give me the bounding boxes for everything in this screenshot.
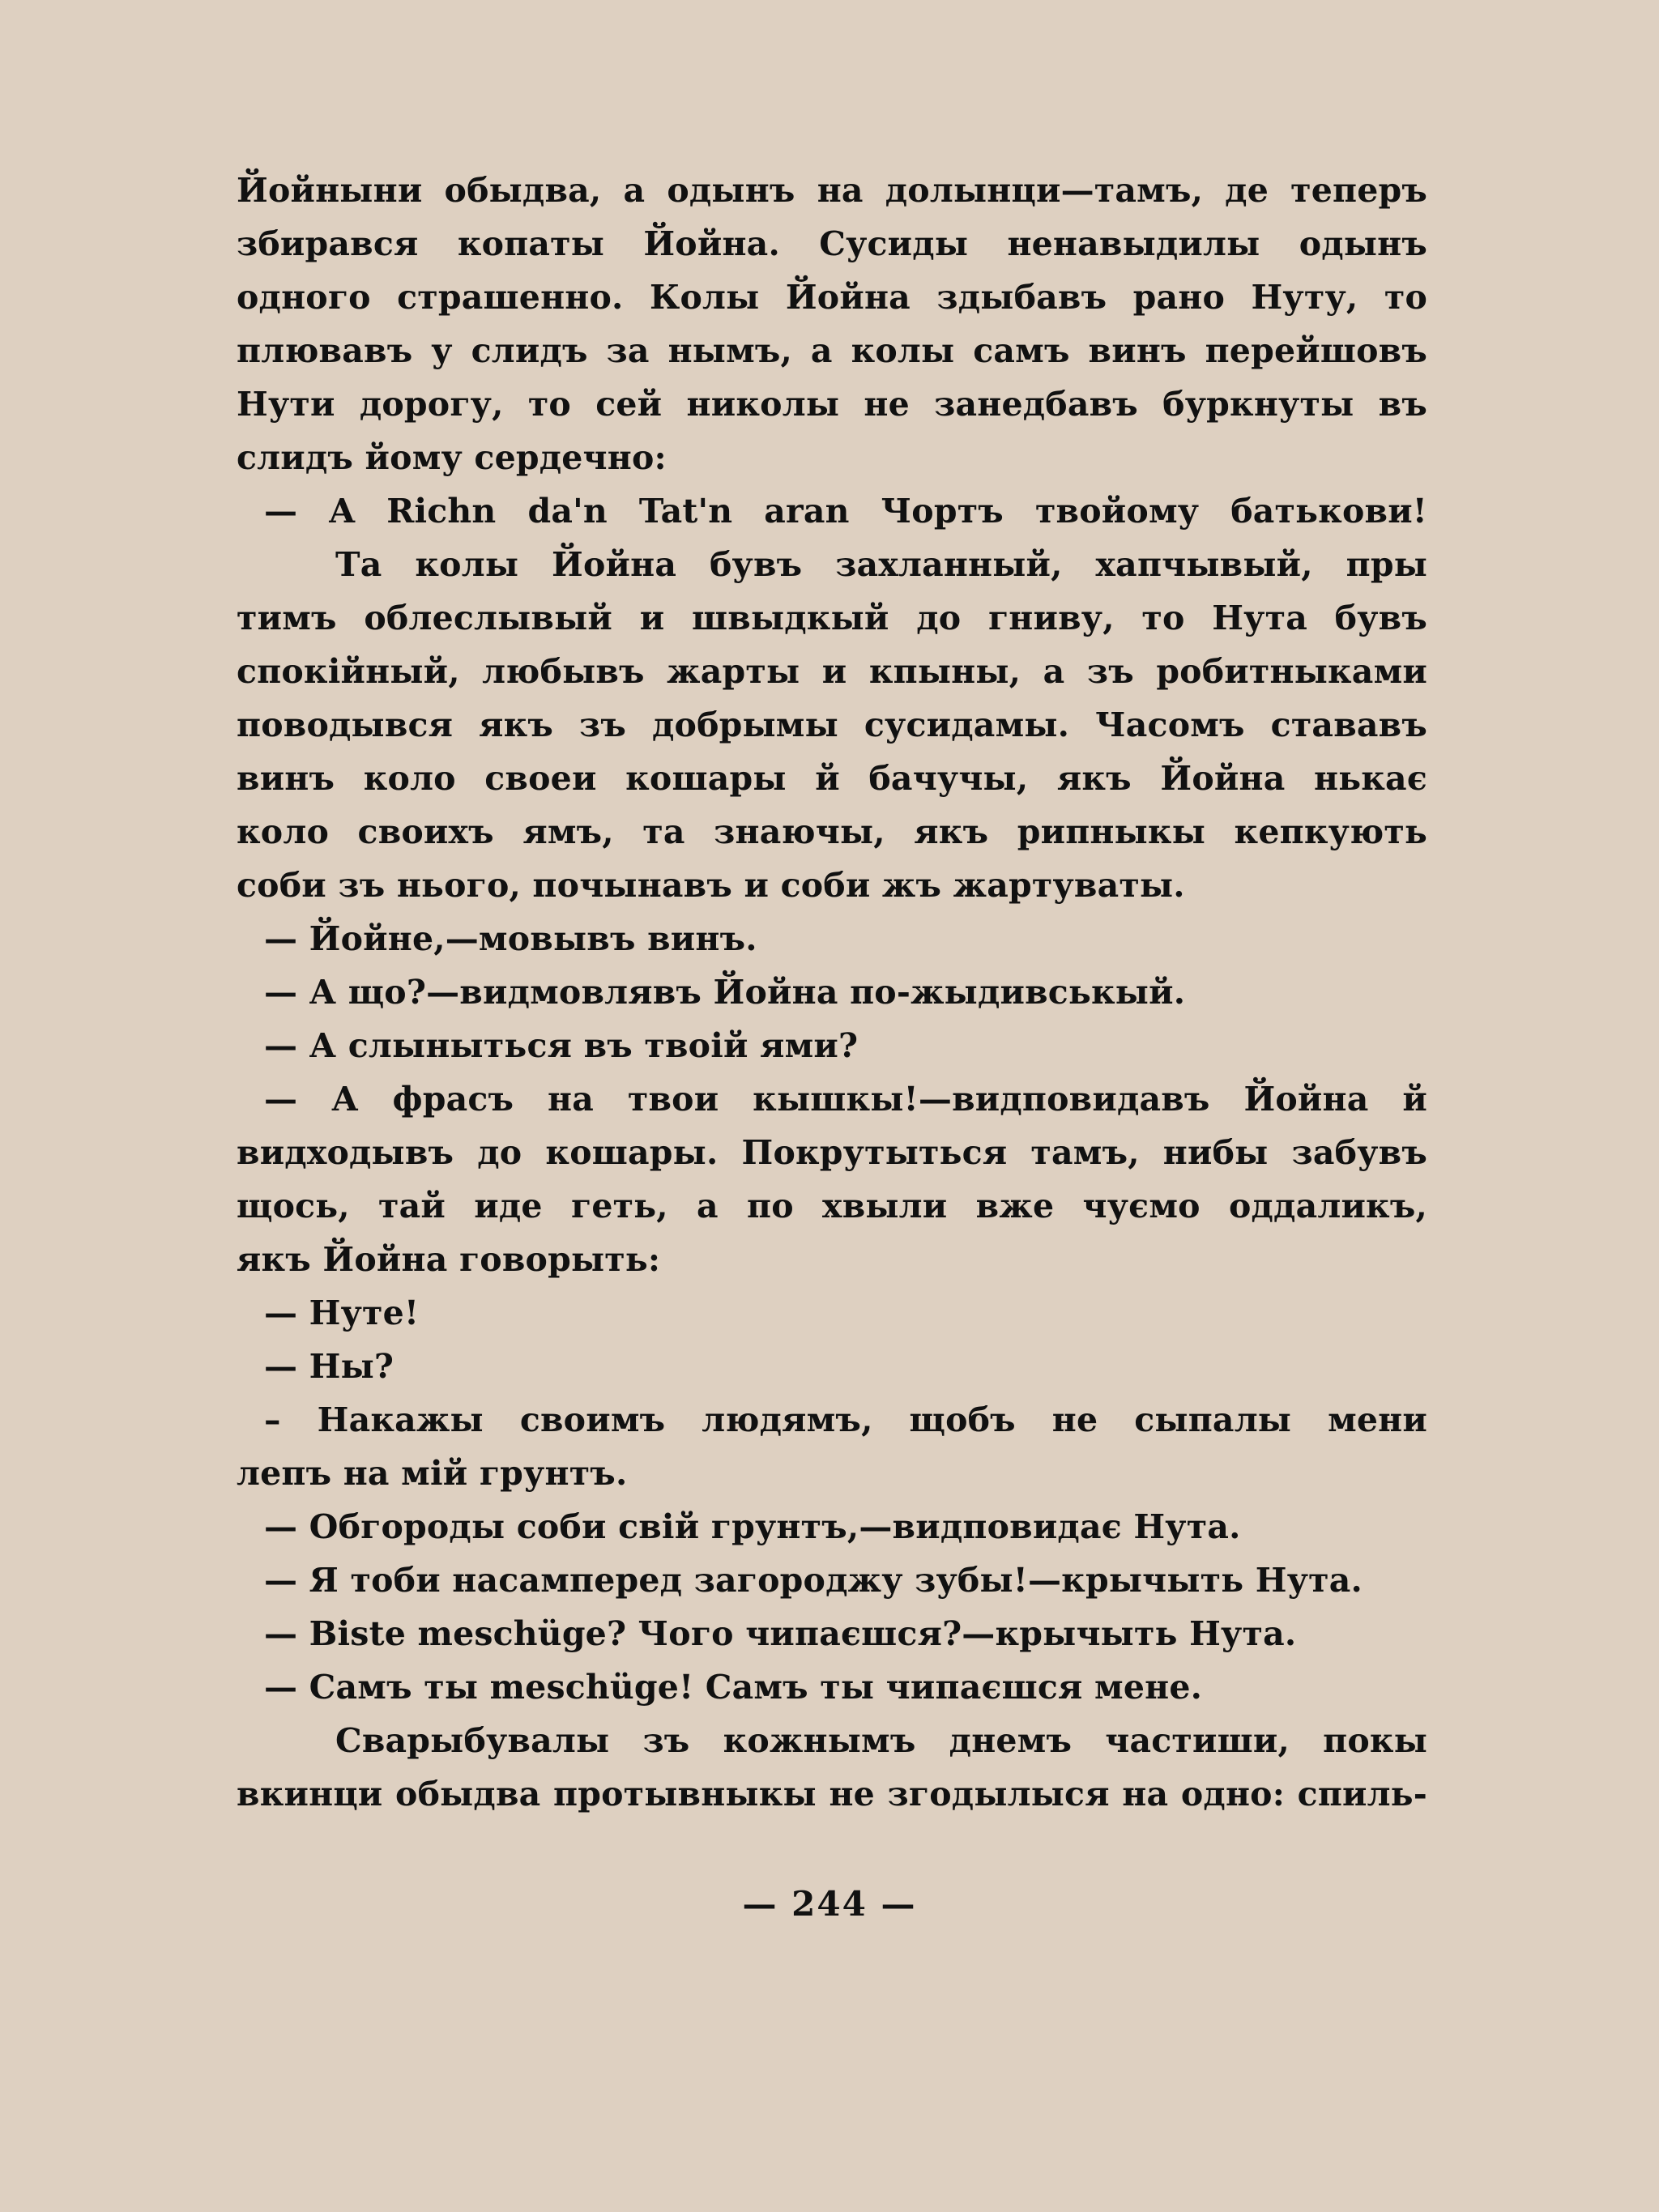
text-line: Та колы Йойна бувъ захланный, хапчывый, пры bbox=[335, 545, 1427, 584]
text-line: одного страшенно. Колы Йойна здыбавъ рано Нуту, то bbox=[237, 278, 1427, 317]
text-line: слидъ йому сердечно: bbox=[237, 438, 667, 477]
dialogue-line: — А фрасъ на твои кышкы!—видповидавъ Йойна й bbox=[264, 1080, 1427, 1119]
dialogue-line: – Накажы своимъ людямъ, щобъ не сыпалы мени bbox=[264, 1400, 1427, 1439]
text-line: Нути дорогу, то сей николы не занедбавъ буркнуты въ bbox=[237, 385, 1427, 424]
text-line: Йойныни обыдва, а одынъ на долынци—тамъ, де теперъ bbox=[237, 171, 1427, 210]
dialogue-line: — Обгороды соби свій грунтъ,—видповидає Нута. bbox=[264, 1507, 1241, 1546]
text-line: щось, тай иде геть, а по хвыли вже чуємо оддаликъ, bbox=[237, 1187, 1427, 1225]
text-line: лепъ на мій грунтъ. bbox=[237, 1454, 628, 1493]
text-line: спокійный, любывъ жарты и кпыны, а зъ робитныками bbox=[237, 652, 1427, 691]
text-line: вкинци обыдва протывныкы не згодылыся на одно: спиль- bbox=[237, 1775, 1427, 1813]
text-line: поводывся якъ зъ добрымы сусидамы. Часомъ стававъ bbox=[237, 705, 1427, 744]
dialogue-line: — А слыныться въ твоій ями? bbox=[264, 1026, 859, 1065]
text-line: тимъ облеслывый и швыдкый до гниву, то Нута бувъ bbox=[237, 599, 1427, 637]
text-line: збирався копаты Йойна. Сусиды ненавыдилы одынъ bbox=[237, 224, 1427, 263]
dialogue-line: — Самъ ты meschüge! Самъ ты чипаєшся мене. bbox=[264, 1668, 1203, 1707]
dialogue-line: — A Richn da'n Tat'n aran Чортъ твойому батькови! bbox=[264, 492, 1427, 531]
dialogue-line: — А що?—видмовлявъ Йойна по-жыдивськый. bbox=[264, 973, 1186, 1012]
dialogue-line: — Нуте! bbox=[264, 1294, 420, 1332]
text-line: Сварыбувалы зъ кожнымъ днемъ частиши, покы bbox=[335, 1721, 1427, 1760]
dialogue-line: — Йойне,—мовывъ винъ. bbox=[264, 919, 757, 958]
text-line: якъ Йойна говорыть: bbox=[237, 1240, 661, 1279]
dialogue-line: — Я тоби насамперед загороджу зубы!—крычыть Нута. bbox=[264, 1561, 1363, 1600]
page-text bbox=[237, 164, 1427, 1821]
text-line: соби зъ нього, почынавъ и соби жъ жартуваты. bbox=[237, 866, 1185, 905]
text-line: коло своихъ ямъ, та знаючы, якъ рипныкы кепкують bbox=[237, 812, 1427, 851]
dialogue-line: — Ны? bbox=[264, 1347, 394, 1386]
text-line: винъ коло своеи кошары й бачучы, якъ Йойна нькає bbox=[237, 759, 1427, 798]
dialogue-line: — Biste meschüge? Чого чипаєшся?—крычыть Нута. bbox=[264, 1614, 1297, 1653]
page-number: — 244 — bbox=[742, 1884, 917, 1924]
text-line: плювавъ у слидъ за нымъ, а колы самъ винъ перейшовъ bbox=[237, 331, 1427, 370]
text-line: видходывъ до кошары. Покрутыться тамъ, нибы забувъ bbox=[237, 1133, 1427, 1172]
